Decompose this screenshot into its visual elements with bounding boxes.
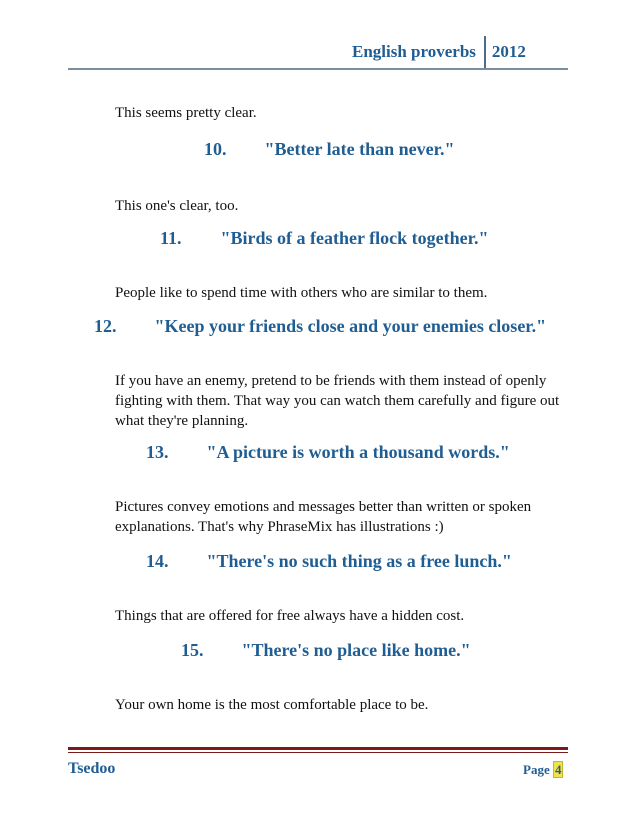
- proverb-11: [160, 228, 488, 249]
- footer-page: [523, 762, 563, 778]
- page-header: [352, 36, 526, 68]
- footer-divider-thin: [68, 752, 568, 753]
- proverb-text: "There's no place like home.": [241, 640, 471, 660]
- paragraph-14: Things that are offered for free always have a hidden cost.: [115, 608, 465, 624]
- paragraph-10: This one's clear, too.: [115, 198, 239, 214]
- proverb-number: 15.: [181, 640, 204, 660]
- paragraph-13: Pictures convey emotions and messages better than written or spoken explanations. That's why PhraseMix has illustrations :): [115, 499, 532, 535]
- proverb-number: 14.: [146, 551, 169, 571]
- footer-divider-thick: [68, 747, 568, 750]
- proverb-12: [94, 316, 546, 337]
- proverb-10: [204, 139, 454, 160]
- proverb-text: "Keep your friends close and your enemies closer.": [154, 316, 547, 336]
- paragraph-11: People like to spend time with others who are similar to them.: [115, 285, 488, 301]
- page-label: Page: [523, 762, 550, 777]
- proverb-number: 12.: [94, 316, 117, 336]
- paragraph-intro: This seems pretty clear.: [115, 105, 257, 121]
- header-divider: [68, 68, 568, 70]
- proverb-number: 10.: [204, 139, 227, 159]
- proverb-13: [146, 442, 510, 463]
- page-number: 4: [554, 762, 562, 777]
- proverb-text: "Better late than never.": [264, 139, 455, 159]
- proverb-number: 13.: [146, 442, 169, 462]
- proverb-14: [146, 551, 512, 572]
- paragraph-15: Your own home is the most comfortable place to be.: [115, 697, 429, 713]
- proverb-text: "Birds of a feather flock together.": [220, 228, 489, 248]
- paragraph-12: If you have an enemy, pretend to be friends with them instead of openly fighting with them. That way you can watch them carefully and figure out what they're planning.: [115, 373, 560, 429]
- proverb-text: "There's no such thing as a free lunch.": [206, 551, 512, 571]
- proverb-15: [181, 640, 471, 661]
- proverb-number: 11.: [160, 228, 182, 248]
- footer-author: Tsedoo: [68, 760, 116, 777]
- header-year: 2012: [484, 36, 526, 68]
- header-title: English proverbs: [352, 42, 476, 61]
- proverb-text: "A picture is worth a thousand words.": [206, 442, 510, 462]
